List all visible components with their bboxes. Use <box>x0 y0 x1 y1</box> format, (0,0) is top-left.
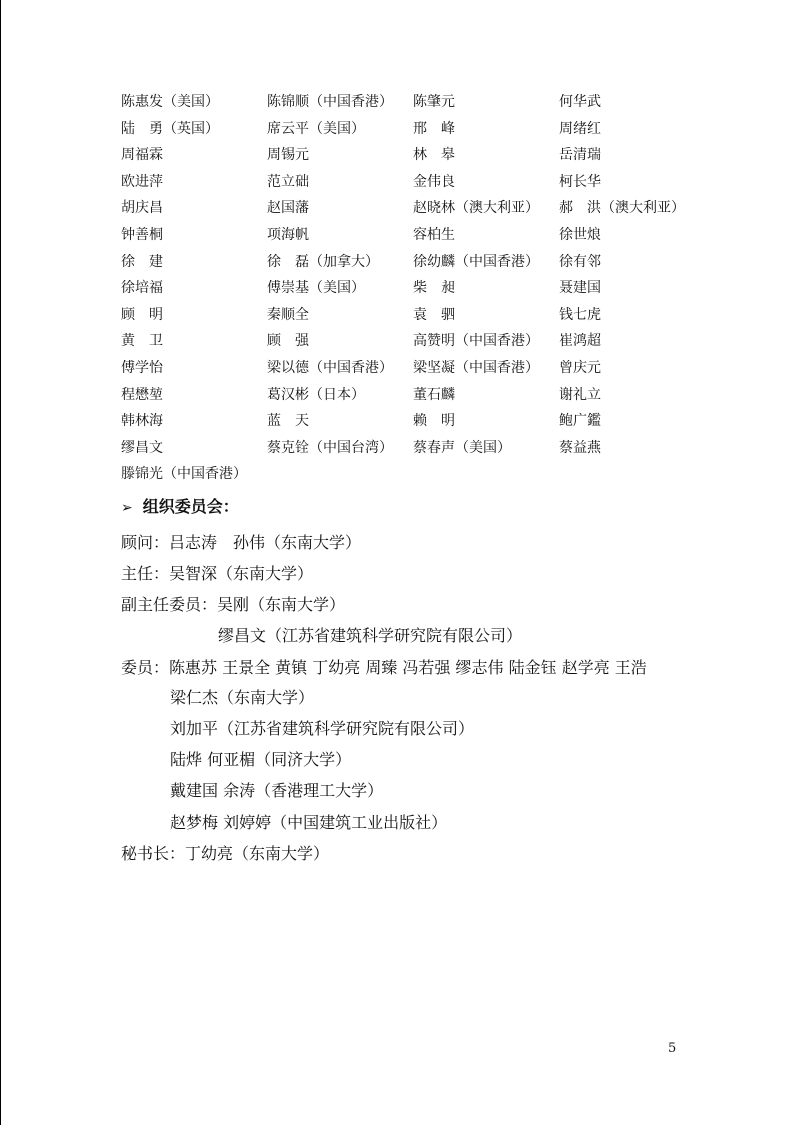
committee-member-name: 柯长华 <box>559 173 601 190</box>
committee-member-name: 曾庆元 <box>559 359 601 376</box>
committee-member-name: 蓝 天 <box>267 413 309 430</box>
committee-member-name: 韩林海 <box>121 413 163 430</box>
secretary-line: 秘书长：丁幼亮（东南大学） <box>121 844 330 863</box>
committee-member-name: 陈锦顺（中国香港） <box>267 94 393 110</box>
committee-member-name: 崔鸿超 <box>559 333 601 350</box>
committee-member-name: 缪昌文 <box>121 439 163 456</box>
members-line-2: 梁仁杰（东南大学） <box>170 688 315 707</box>
committee-member-name: 滕锦光（中国香港） <box>121 466 247 483</box>
committee-member-name: 董石麟 <box>413 386 455 403</box>
organizing-committee-heading <box>121 494 239 517</box>
committee-member-name: 欧进萍 <box>121 173 163 190</box>
members-line-3: 刘加平（江苏省建筑科学研究院有限公司） <box>170 719 475 738</box>
committee-member-name: 徐培福 <box>121 280 163 297</box>
committee-member-name: 顾 强 <box>267 333 309 350</box>
committee-member-name: 柴 昶 <box>413 280 455 297</box>
committee-member-grid <box>121 89 719 488</box>
committee-member-name: 周锡元 <box>267 147 309 164</box>
committee-member-name: 黄 卫 <box>121 333 163 350</box>
committee-member-name: 陆 勇（英国） <box>121 120 219 137</box>
committee-member-name: 陈肇元 <box>413 94 455 110</box>
committee-member-name: 聂建国 <box>559 280 601 297</box>
committee-member-name: 钟善桐 <box>121 226 163 243</box>
committee-member-name: 袁 驷 <box>413 306 455 323</box>
committee-member-name: 赵晓林（澳大利亚） <box>413 200 539 217</box>
members-line-4: 陆烨 何亚楣（同济大学） <box>170 750 352 769</box>
committee-member-name: 赵国藩 <box>267 200 309 217</box>
members-line-1: 委员：陈惠苏 王景全 黄镇 丁幼亮 周臻 冯若强 缪志伟 陆金钰 赵学亮 王浩 <box>121 658 647 677</box>
committee-member-name: 徐世烺 <box>559 226 601 243</box>
committee-member-name: 钱七虎 <box>559 306 601 323</box>
committee-member-name: 陈惠发（美国） <box>121 94 219 110</box>
advisor-line: 顾问：吕志涛 孙伟（东南大学） <box>121 533 362 552</box>
committee-member-name: 郝 洪（澳大利亚） <box>559 200 685 217</box>
committee-member-name: 蔡克铨（中国台湾） <box>267 439 393 456</box>
committee-member-name: 程懋堃 <box>121 386 163 403</box>
committee-member-name: 高赞明（中国香港） <box>413 333 539 350</box>
committee-member-name: 梁以德（中国香港） <box>267 359 393 376</box>
committee-member-name: 席云平（美国） <box>267 120 365 137</box>
committee-member-name: 蔡益燕 <box>559 439 601 456</box>
members-line-5: 戴建国 余涛（香港理工大学） <box>170 781 384 800</box>
committee-member-name: 徐 建 <box>121 253 163 270</box>
committee-member-name: 胡庆昌 <box>121 200 163 217</box>
committee-member-name: 徐有邻 <box>559 253 601 270</box>
committee-member-name: 顾 明 <box>121 306 163 323</box>
committee-member-name: 梁坚凝（中国香港） <box>413 359 539 376</box>
committee-member-name: 金伟良 <box>413 173 455 190</box>
page-left-border <box>0 0 1 1125</box>
committee-member-name: 周福霖 <box>121 147 163 164</box>
committee-member-name: 容柏生 <box>413 226 455 243</box>
committee-member-name: 徐幼麟（中国香港） <box>413 253 539 270</box>
heading-text: 组织委员会： <box>142 497 239 516</box>
committee-member-name: 傅崇基（美国） <box>267 280 365 297</box>
committee-member-name: 葛汉彬（日本） <box>267 386 365 403</box>
committee-member-name: 项海帆 <box>267 226 309 243</box>
committee-member-name: 赖 明 <box>413 413 455 430</box>
committee-member-name: 范立础 <box>267 173 309 190</box>
committee-member-name: 林 皋 <box>413 147 455 164</box>
committee-member-name: 谢礼立 <box>559 386 601 403</box>
committee-member-name: 秦顺全 <box>267 306 309 323</box>
committee-member-name: 岳清瑞 <box>559 147 601 164</box>
vice-director-line-2: 缪昌文（江苏省建筑科学研究院有限公司） <box>218 626 523 645</box>
committee-member-name: 鲍广鑑 <box>559 413 601 430</box>
director-line: 主任：吴智深（东南大学） <box>121 564 314 583</box>
members-line-6: 赵梦梅 刘婷婷（中国建筑工业出版社） <box>170 813 448 832</box>
committee-member-name: 傅学怡 <box>121 359 163 376</box>
page-number: 5 <box>668 1041 677 1056</box>
committee-member-name: 邢 峰 <box>413 120 455 137</box>
committee-member-name: 何华武 <box>559 94 601 110</box>
committee-member-name: 徐 磊（加拿大） <box>267 253 379 270</box>
committee-member-name: 蔡春声（美国） <box>413 439 511 456</box>
vice-director-line: 副主任委员：吴刚（东南大学） <box>121 595 346 614</box>
arrow-bullet-icon: ➢ <box>121 500 133 516</box>
committee-member-name: 周绪红 <box>559 120 601 137</box>
